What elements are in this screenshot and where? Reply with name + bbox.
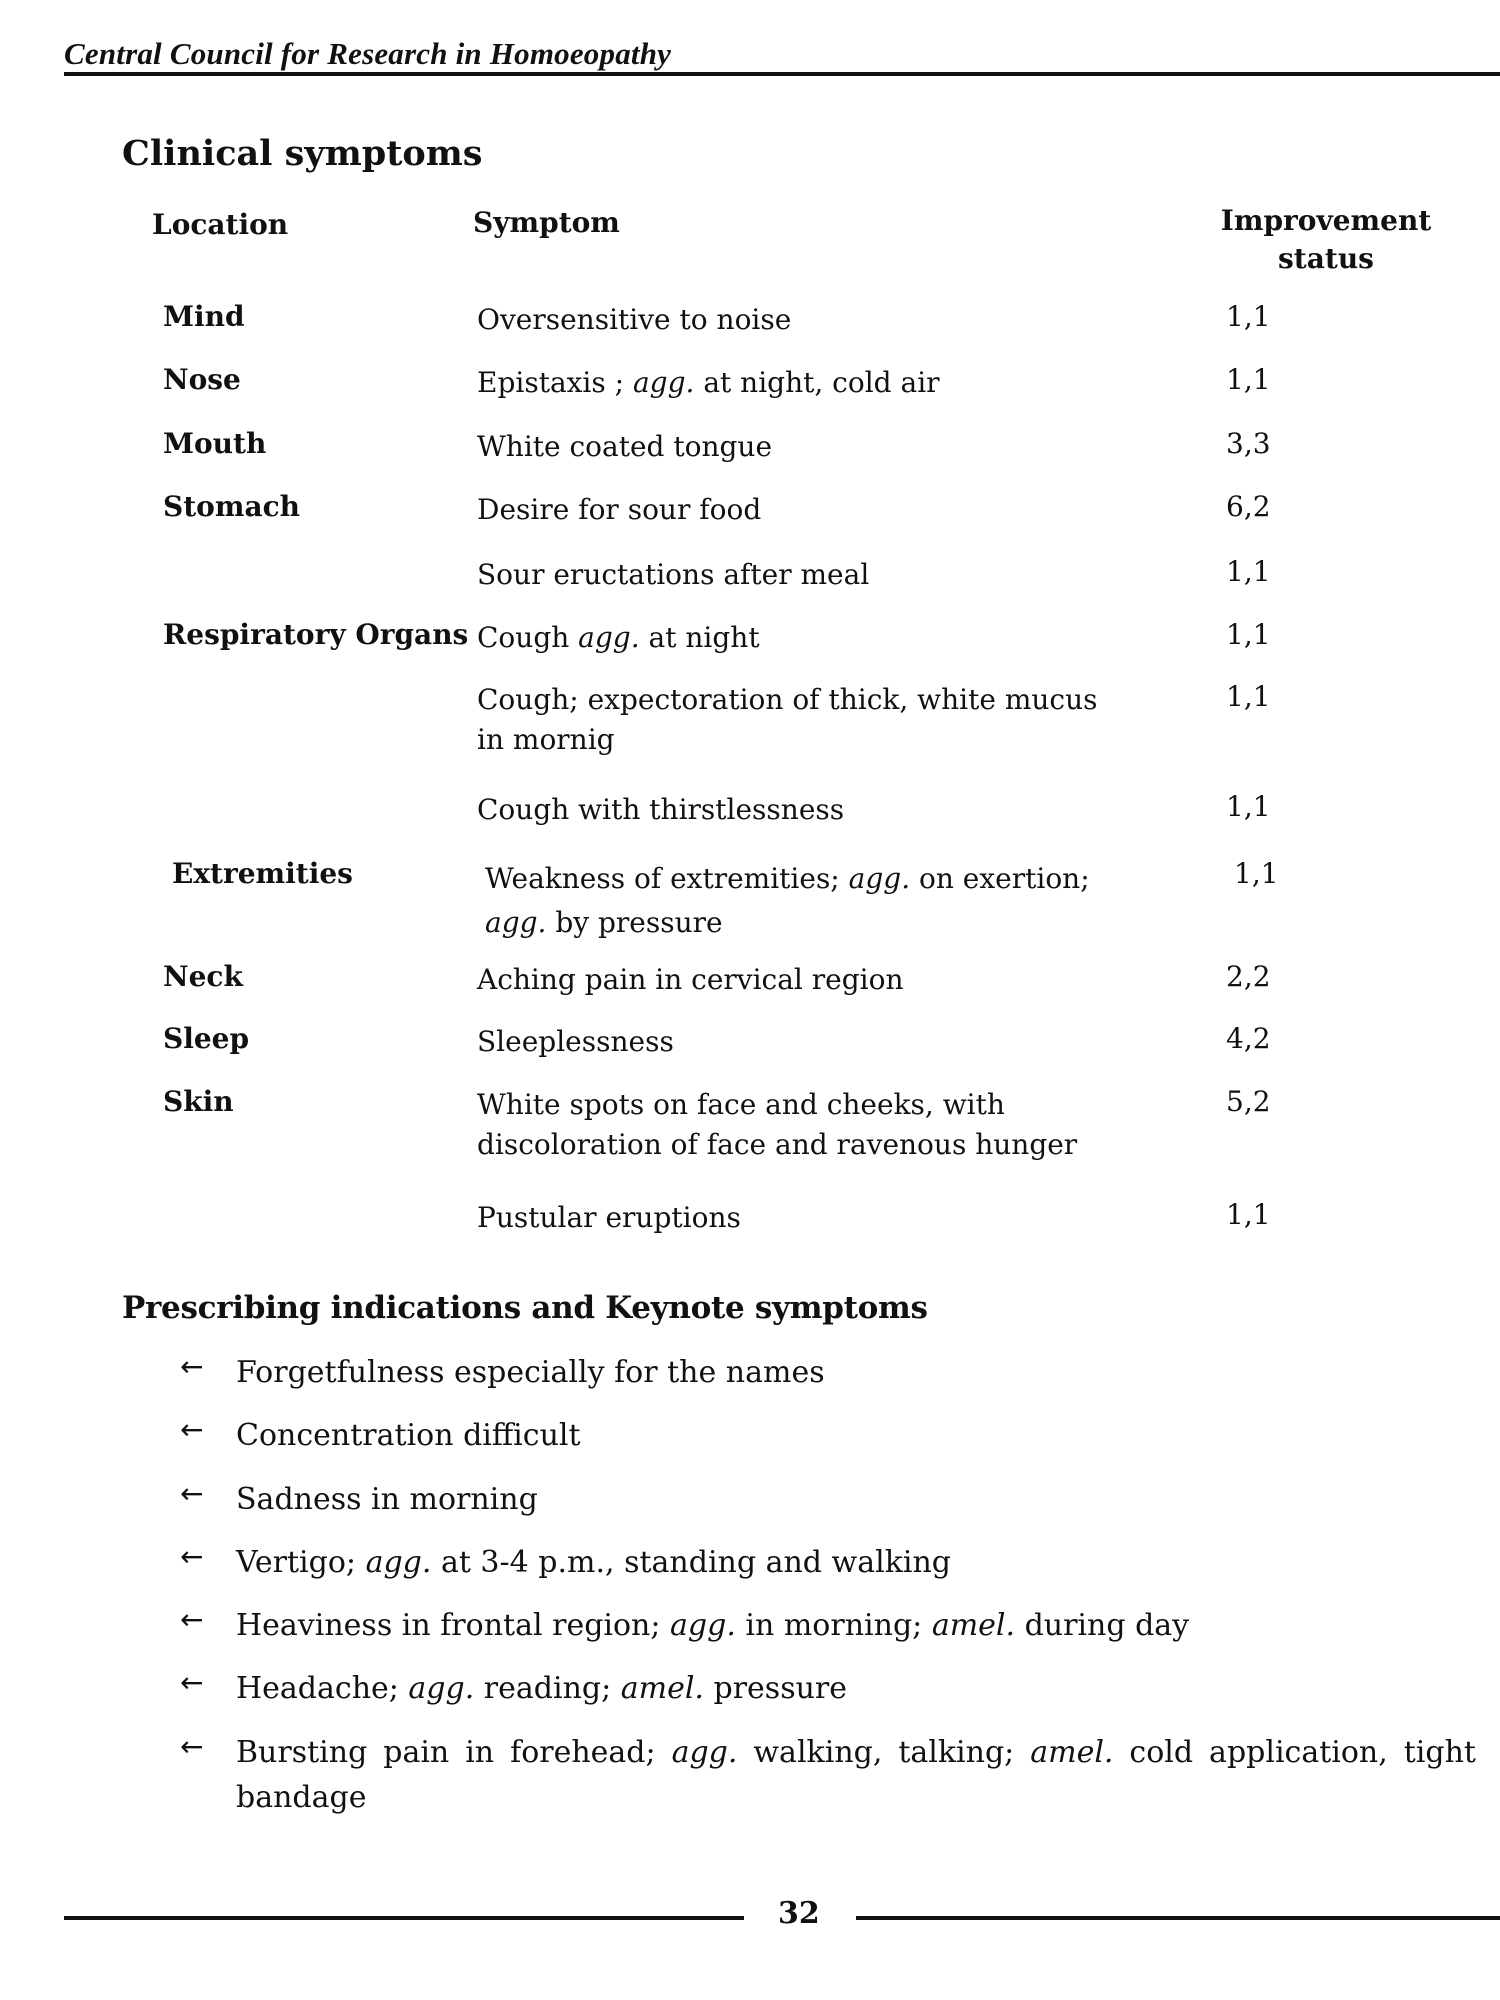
text-run: Cough with thirstlessness	[477, 793, 845, 826]
row-improvement-status: 2,2	[1226, 960, 1271, 993]
row-location: Mind	[163, 300, 245, 333]
arrow-left-icon: ←	[180, 1477, 204, 1510]
row-symptom	[485, 857, 1125, 945]
row-improvement-status: 1,1	[1226, 363, 1271, 396]
text-run: at 3-4 p.m., standing and walking	[431, 1545, 952, 1580]
column-header-location: Location	[152, 208, 289, 241]
column-header-improvement-line2: status	[1278, 242, 1374, 275]
column-header-improvement-status	[1176, 202, 1476, 278]
arrow-left-icon: ←	[180, 1350, 204, 1383]
header-rule	[64, 72, 1500, 76]
italic-abbrev: agg.	[578, 621, 640, 654]
list-item-text	[236, 1477, 1476, 1522]
text-run: Sour eructations after meal	[477, 558, 870, 591]
italic-abbrev: amel.	[931, 1608, 1016, 1643]
row-improvement-status: 1,1	[1226, 618, 1271, 651]
text-run: Concentration difficult	[236, 1418, 581, 1453]
row-location: Nose	[163, 363, 241, 396]
text-run: in morning;	[735, 1608, 932, 1643]
row-location: Mouth	[163, 427, 267, 460]
row-location: Extremities	[172, 857, 353, 890]
row-improvement-status: 1,1	[1226, 300, 1271, 333]
italic-abbrev: agg.	[671, 1735, 738, 1770]
text-run: Aching pain in cervical region	[477, 963, 904, 996]
italic-abbrev: agg.	[670, 1608, 736, 1643]
text-run: Sleeplessness	[477, 1025, 674, 1058]
italic-abbrev: agg.	[632, 366, 695, 399]
list-item-text	[236, 1540, 1476, 1585]
row-improvement-status: 1,1	[1226, 555, 1271, 588]
text-run: by pressure	[546, 906, 723, 939]
text-run: cold application, tight bandage	[236, 1735, 1476, 1815]
running-header: Central Council for Research in Homoeopathy	[64, 36, 672, 71]
text-run: Cough; expectoration of thick, white mucus in mornig	[477, 683, 1098, 756]
row-improvement-status: 4,2	[1226, 1022, 1271, 1055]
row-improvement-status: 6,2	[1226, 490, 1271, 523]
text-run: White coated tongue	[477, 430, 773, 463]
row-location: Sleep	[163, 1022, 250, 1055]
text-run: Cough	[477, 621, 579, 654]
list-item-text	[236, 1603, 1476, 1648]
footer-rule-left	[64, 1916, 744, 1920]
text-run: reading;	[474, 1671, 621, 1706]
row-location: Skin	[163, 1085, 234, 1118]
column-header-improvement-line1: Improvement	[1220, 204, 1432, 237]
row-symptom	[477, 363, 1117, 403]
row-improvement-status: 1,1	[1226, 680, 1271, 713]
text-run: at night	[639, 621, 760, 654]
arrow-left-icon: ←	[180, 1540, 204, 1573]
italic-abbrev: amel.	[620, 1671, 704, 1706]
text-run: Pustular eruptions	[477, 1201, 741, 1234]
row-improvement-status: 1,1	[1226, 1198, 1271, 1231]
text-run: on exertion;	[910, 862, 1090, 895]
text-run: Forgetfulness especially for the names	[236, 1355, 825, 1390]
text-run: walking, talking;	[737, 1735, 1031, 1770]
row-symptom	[477, 618, 1117, 658]
keynotes-heading: Prescribing indications and Keynote symptoms	[122, 1290, 928, 1326]
row-symptom	[477, 1022, 1117, 1062]
row-symptom	[477, 1085, 1117, 1165]
row-improvement-status: 5,2	[1226, 1085, 1271, 1118]
text-run: White spots on face and cheeks, with discoloration of face and ravenous hunger	[477, 1088, 1078, 1161]
row-symptom	[477, 427, 1117, 467]
page-number: 32	[778, 1896, 820, 1931]
italic-abbrev: agg.	[408, 1671, 475, 1706]
text-run: pressure	[703, 1671, 848, 1706]
italic-abbrev: agg.	[485, 906, 547, 939]
row-symptom	[477, 790, 1117, 830]
arrow-left-icon: ←	[180, 1730, 204, 1763]
text-run: during day	[1015, 1608, 1190, 1643]
arrow-left-icon: ←	[180, 1603, 204, 1636]
row-symptom	[477, 300, 1117, 340]
arrow-left-icon: ←	[180, 1666, 204, 1699]
column-header-symptom: Symptom	[473, 206, 620, 239]
text-run: Epistaxis ;	[477, 366, 633, 399]
text-run: Oversensitive to noise	[477, 303, 792, 336]
text-run: Vertigo;	[236, 1545, 366, 1580]
list-item-text	[236, 1413, 1476, 1458]
text-run: Sadness in morning	[236, 1482, 538, 1517]
clinical-symptoms-heading: Clinical symptoms	[122, 133, 483, 174]
italic-abbrev: agg.	[365, 1545, 432, 1580]
arrow-left-icon: ←	[180, 1413, 204, 1446]
footer-rule-right	[856, 1916, 1500, 1920]
text-run: Headache;	[236, 1671, 409, 1706]
row-symptom	[477, 1198, 1117, 1238]
row-improvement-status: 1,1	[1234, 857, 1279, 890]
text-run: Desire for sour food	[477, 493, 762, 526]
row-symptom	[477, 960, 1117, 1000]
list-item-text	[236, 1666, 1476, 1711]
italic-abbrev: amel.	[1030, 1735, 1114, 1770]
row-location: Stomach	[163, 490, 301, 523]
row-improvement-status: 3,3	[1226, 427, 1271, 460]
row-location: Respiratory Organs	[163, 618, 469, 651]
row-symptom	[477, 680, 1117, 760]
row-symptom	[477, 555, 1117, 595]
list-item-text	[236, 1730, 1476, 1820]
text-run: Heaviness in frontal region;	[236, 1608, 671, 1643]
row-symptom	[477, 490, 1117, 530]
text-run: at night, cold air	[694, 366, 940, 399]
italic-abbrev: agg.	[848, 862, 911, 895]
text-run: Bursting pain in forehead;	[236, 1735, 672, 1770]
row-improvement-status: 1,1	[1226, 790, 1271, 823]
row-location: Neck	[163, 960, 243, 993]
list-item-text	[236, 1350, 1476, 1395]
text-run: Weakness of extremities;	[485, 862, 849, 895]
